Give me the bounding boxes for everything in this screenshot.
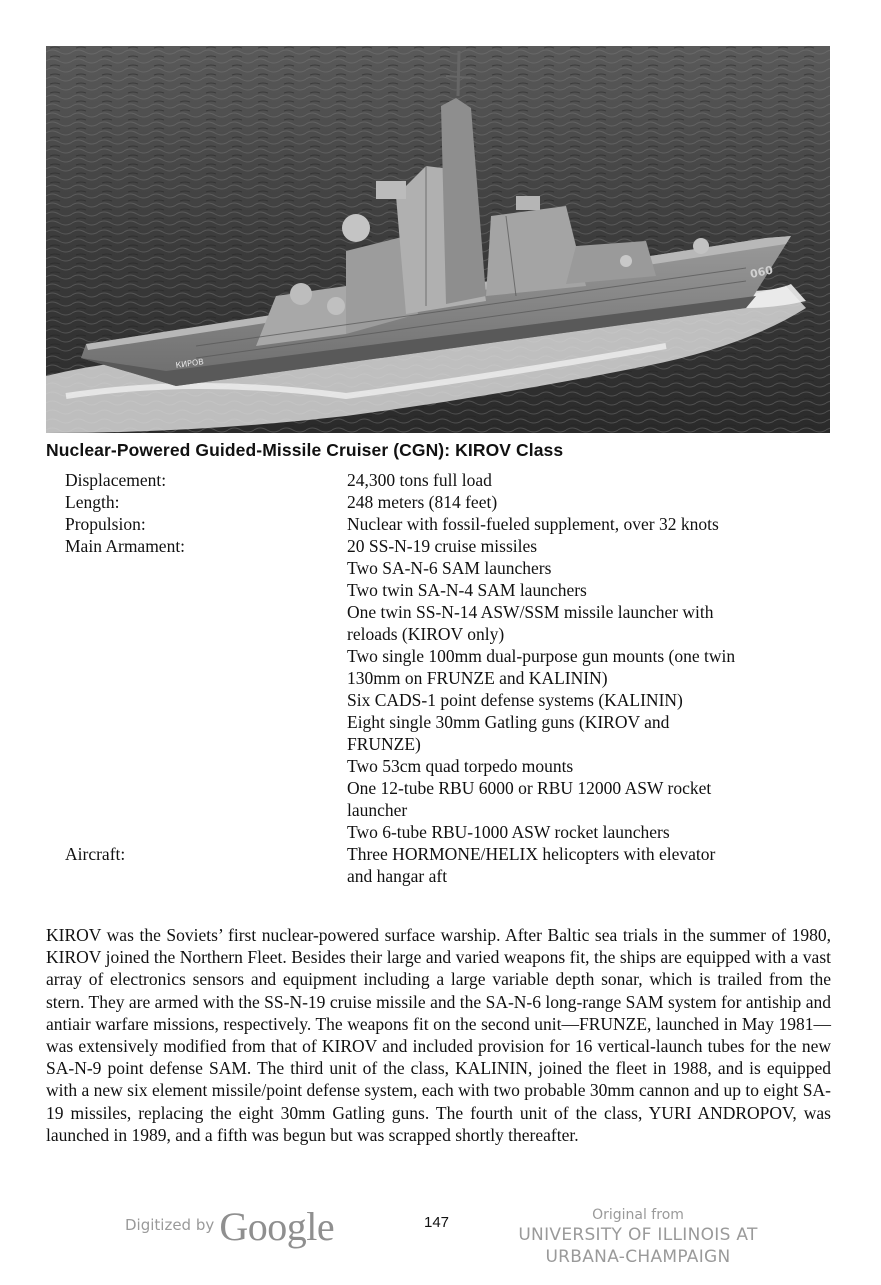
- spec-value: Two single 100mm dual-purpose gun mounts (one twin 130mm on FRUNZE and KALININ): [347, 646, 736, 688]
- spec-label: Aircraft:: [65, 844, 126, 864]
- spec-value: One twin SS-N-14 ASW/SSM missile launcher with reloads (KIROV only): [347, 602, 714, 644]
- university-line-1: UNIVERSITY OF ILLINOIS AT: [518, 1225, 758, 1245]
- description-paragraph: KIROV was the Soviets’ first nuclear-powered surface warship. After Baltic sea trials in the summer of 1980, KIROV joined the Northern Fleet. Besides their large and varied weapons fit, the ships are equipped with a vast array of electronics sensors and equipment including a large variable depth sonar, which is trailed from the stern. They are armed with the SS-N-19 cruise missile and the SA-N-6 long-range SAM system for antiship and antiair warfare missions, respectively. The weapons fit on the second unit—FRUNZE, launched in May 1981—was extensively modified from that of KIROV and included provision for 16 vertical-launch tubes for the new SA-N-9 point defense SAM. The third unit of the class, KALININ, joined the fleet in 1988, and is equipped with a new six element missile/point defense system, each with two probable 30mm cannon and up to eight SA-19 missiles, replacing the eight 30mm Gatling guns. The fourth unit of the class, YURI ANDROPOV, was launched in 1989, and a fifth was begun but was scrapped shortly thereafter.: [46, 925, 831, 1145]
- spec-row-armament: [65, 535, 765, 843]
- spec-value: Three HORMONE/HELIX helicopters with elevator and hangar aft: [347, 844, 716, 886]
- spec-row-length: [65, 491, 765, 513]
- hull-number: 060: [748, 263, 775, 281]
- spec-value: Nuclear with fossil-fueled supplement, over 32 knots: [347, 514, 719, 534]
- spec-value: 20 SS-N-19 cruise missiles: [347, 536, 538, 556]
- spec-value: Two SA-N-6 SAM launchers: [347, 558, 552, 578]
- original-from-label: Original from: [592, 1207, 684, 1223]
- original-from-watermark: [500, 1206, 776, 1268]
- spec-value: One 12-tube RBU 6000 or RBU 12000 ASW rocket launcher: [347, 778, 712, 820]
- digitized-by-watermark: [125, 1203, 334, 1250]
- spec-table: [65, 469, 765, 887]
- spec-value: Six CADS-1 point defense systems (KALININ): [347, 690, 683, 710]
- ship-photo: [46, 46, 830, 433]
- spec-value: 24,300 tons full load: [347, 470, 492, 490]
- spec-row-propulsion: [65, 513, 765, 535]
- hull-name: КИРОВ: [175, 357, 205, 370]
- spec-value: Eight single 30mm Gatling guns (KIROV and FRUNZE): [347, 712, 670, 754]
- page-number: 147: [424, 1214, 450, 1231]
- spec-label: Length:: [65, 492, 120, 512]
- spec-row-aircraft: [65, 843, 765, 887]
- spec-value: Two 53cm quad torpedo mounts: [347, 756, 574, 776]
- spec-value: 248 meters (814 feet): [347, 492, 498, 512]
- kirov-ship-image: [46, 46, 830, 433]
- spec-label: Propulsion:: [65, 514, 146, 534]
- spec-label: Displacement:: [65, 470, 167, 490]
- digitized-by-label: Digitized by: [125, 1216, 215, 1234]
- spec-label: Main Armament:: [65, 536, 186, 556]
- spec-value: Two 6-tube RBU-1000 ASW rocket launchers: [347, 822, 670, 842]
- page-title: Nuclear-Powered Guided-Missile Cruiser (CGN): KIROV Class: [46, 440, 564, 460]
- university-line-2: URBANA-CHAMPAIGN: [545, 1247, 731, 1267]
- spec-value: Two twin SA-N-4 SAM launchers: [347, 580, 587, 600]
- google-logo: Google: [219, 1204, 335, 1249]
- spec-row-displacement: [65, 469, 765, 491]
